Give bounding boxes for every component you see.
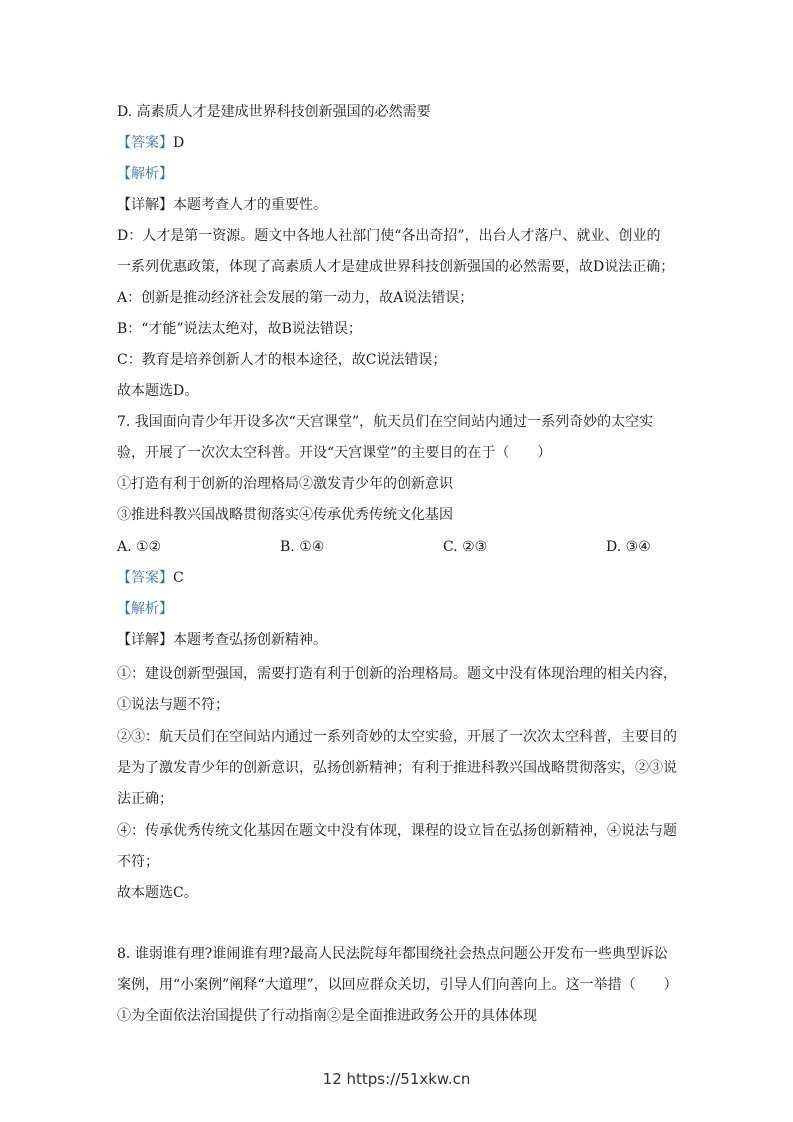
q7-line: 法正确； [117,791,173,807]
q8-statement-line: ①为全面依法治国提供了行动指南②是全面推进政务公开的具体体现 [117,1008,537,1024]
q7-line: 是为了激发青少年的创新意识，弘扬创新精神；有利于推进科教兴国战略贯彻落实，②③说 [117,760,677,776]
q6-line: D：人才是第一资源。题文中各地人社部门使“各出奇招”，出台人才落户、就业、创业的 [117,228,661,244]
q7-statement-line: ③推进科教兴国战略贯彻落实④传承优秀传统文化基因 [117,507,453,523]
q7-detail [117,630,327,650]
q7-statement-line: ①打造有利于创新的治理格局②激发青少年的创新意识 [117,476,453,492]
q7-line: ②③：航天员们在空间站内通过一系列奇妙的太空实验，开展了一次次太空科普，主要目的 [117,729,677,745]
q6-analysis-tag: 【解析】 [117,166,173,182]
q7-line: 不符； [117,854,159,870]
q7-stem-line: 验，开展了一次次太空科普。开设“天宫课堂”的主要目的在于（ ） [117,445,552,461]
answer-tag: 【答案】 [117,570,173,586]
detail-tag: 【详解】 [117,632,173,648]
q6-line: 故本题选D。 [117,383,199,399]
q6-line: C：教育是培养创新人才的根本途径，故C说法错误； [117,352,447,368]
page-footer: 12 https://51xkw.cn [322,1070,471,1088]
detail-tag: 【详解】 [117,197,173,213]
q7-line: ①说法与题不符； [117,697,229,713]
q6-option-d: D. 高素质人才是建成世界科技创新强国的必然需要 [117,104,431,120]
detail-intro: 本题考查人才的重要性。 [173,197,327,213]
q7-answer [117,568,184,588]
q7-line: ④：传承优秀传统文化基因在题文中没有体现，课程的设立旨在弘扬创新精神，④说法与题 [117,823,677,839]
q7-stem-line: 7. 我国面向青少年开设多次“天宫课堂”，航天员们在空间站内通过一系列奇妙的太空实 [117,414,654,430]
q7-line: ①：建设创新型强国，需要打造有利于创新的治理格局。题文中没有体现治理的相关内容， [117,666,677,682]
q7-option-a: A. ①② [117,539,162,555]
answer-value: C [173,570,184,586]
q8-stem-line: 8. 谁弱谁有理?谁闹谁有理?最高人民法院每年都围绕社会热点问题公开发布一些典型诉讼 [117,946,668,962]
q8-stem-line: 案例，用“小案例”阐释“大道理”，以回应群众关切，引导人们向善向上。这一举措（ ） [117,977,678,993]
q6-line: 一系列优惠政策，体现了高素质人才是建成世界科技创新强国的必然需要，故D说法正确； [117,259,675,275]
q7-option-d: D. ③④ [606,539,651,555]
q6-detail [117,195,327,215]
detail-intro: 本题考查弘扬创新精神。 [173,632,327,648]
q7-option-c: C. ②③ [443,539,488,555]
q6-answer [117,133,184,153]
answer-value: D [173,135,185,151]
answer-tag: 【答案】 [117,135,173,151]
q7-analysis-tag: 【解析】 [117,601,173,617]
q7-line: 故本题选C。 [117,885,198,901]
q7-option-b: B. ①④ [280,539,325,555]
q6-line: A：创新是推动经济社会发展的第一动力，故A说法错误； [117,290,474,306]
q6-line: B：“才能”说法太绝对，故B说法错误； [117,321,362,337]
